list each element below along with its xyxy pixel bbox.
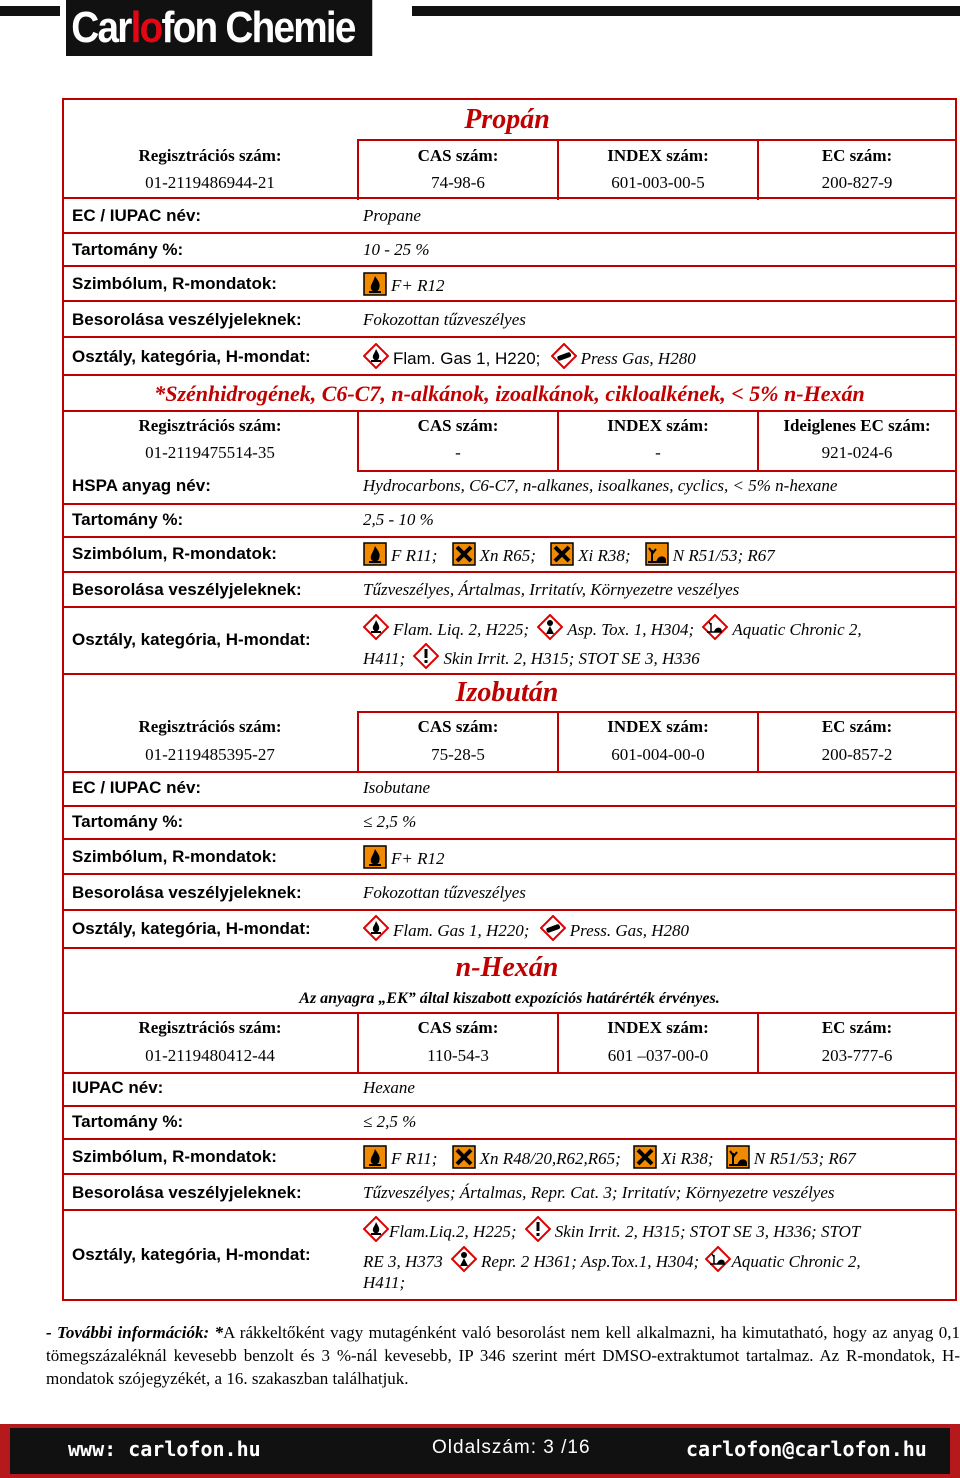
label-ec-iupac: EC / IUPAC név:	[72, 206, 202, 225]
label-ec: EC szám:	[821, 1018, 893, 1037]
irritant-cross-icon	[550, 542, 574, 566]
ghs-environment-icon	[705, 1246, 731, 1272]
ghs-exclamation-icon	[413, 643, 439, 669]
label-symbol: Szimbólum, R-mondatok:	[72, 274, 277, 293]
label-cas: CAS szám:	[417, 146, 499, 165]
footer-website[interactable]: www: carlofon.hu	[68, 1437, 261, 1461]
izobutan-ec: 200-857-2	[821, 745, 893, 764]
label-reg: Regisztrációs szám:	[138, 1018, 282, 1037]
label-range: Tartomány %:	[72, 812, 184, 831]
szenhidrogen-ec: 921-024-6	[821, 443, 893, 462]
szenhidrogen-symbol: F R11; Xn R65; Xi R38; N R51/53; R67	[363, 542, 775, 566]
flame-icon	[363, 845, 387, 869]
izobutan-cas: 75-28-5	[431, 745, 485, 764]
label-range: Tartomány %:	[72, 1112, 184, 1131]
label-symbol: Szimbólum, R-mondatok:	[72, 544, 277, 563]
izobutan-range: ≤ 2,5 %	[363, 812, 417, 831]
szenhidrogen-index: -	[655, 443, 661, 462]
label-range: Tartomány %:	[72, 510, 184, 529]
ghs-flame-icon	[363, 343, 389, 369]
footer-page-number: Oldalszám: 3 /16	[432, 1437, 591, 1458]
izobutan-hazard: Fokozottan tűzveszélyes	[363, 883, 526, 902]
label-cas: CAS szám:	[417, 416, 499, 435]
harmful-cross-icon	[452, 1145, 476, 1169]
header-rule-right	[412, 6, 960, 16]
nhexan-ec: 203-777-6	[821, 1046, 893, 1065]
header-rule-left	[0, 6, 60, 16]
section-title-izobutan: Izobután	[455, 677, 559, 708]
label-ec-iupac: EC / IUPAC név:	[72, 778, 202, 797]
label-cas: CAS szám:	[417, 717, 499, 736]
label-hazard: Besorolása veszélyjeleknek:	[72, 310, 302, 329]
propan-range: 10 - 25 %	[363, 240, 430, 259]
nhexan-class-line3: H411;	[363, 1273, 406, 1292]
nhexan-subtitle: Az anyagra „EK” által kiszabott expozíciós határérték érvényes.	[299, 990, 720, 1007]
label-reg: Regisztrációs szám:	[138, 146, 282, 165]
label-symbol: Szimbólum, R-mondatok:	[72, 1147, 277, 1166]
label-index: INDEX szám:	[607, 146, 709, 165]
nhexan-symbol: F R11; Xn R48/20,R62,R65; Xi R38; N R51/53; R67	[363, 1145, 856, 1169]
flame-icon	[363, 542, 387, 566]
label-range: Tartomány %:	[72, 240, 184, 259]
label-symbol: Szimbólum, R-mondatok:	[72, 847, 277, 866]
label-index: INDEX szám:	[607, 1018, 709, 1037]
ghs-gas-cylinder-icon	[540, 915, 566, 941]
flame-icon	[363, 272, 387, 296]
propan-symbol: F+ R12	[363, 272, 445, 296]
label-ec: EC szám:	[821, 146, 893, 165]
label-hazard: Besorolása veszélyjeleknek:	[72, 883, 302, 902]
izobutan-reg: 01-2119485395-27	[145, 745, 275, 764]
irritant-cross-icon	[633, 1145, 657, 1169]
label-iupac: IUPAC név:	[72, 1078, 164, 1097]
propan-name: Propane	[363, 206, 421, 225]
label-reg: Regisztrációs szám:	[138, 416, 282, 435]
label-class: Osztály, kategória, H-mondat:	[72, 919, 311, 938]
szenhidrogen-hazard: Tűzveszélyes, Ártalmas, Irritatív, Környezetre veszélyes	[363, 580, 740, 599]
ghs-flame-icon	[363, 614, 389, 640]
label-reg: Regisztrációs szám:	[138, 717, 282, 736]
propan-hazard: Fokozottan tűzveszélyes	[363, 310, 526, 329]
company-logo: Carlofon Chemie	[66, 0, 372, 56]
nhexan-range: ≤ 2,5 %	[363, 1112, 417, 1131]
propan-cas: 74-98-6	[431, 173, 485, 192]
label-index: INDEX szám:	[607, 416, 709, 435]
label-ec-temp: Ideiglenes EC szám:	[783, 416, 931, 435]
label-cas: CAS szám:	[417, 1018, 499, 1037]
additional-info: - További információk: *A rákkeltőként vagy mutagénként való besorolást nem kell alkalmazni, ha kimutatható, hogy az anyag 0,1 tömegszázaléknál kevesebb benzolt és 3 %-nál kevesebb, IP 346 szerint mért DMSO-extraktumot tartalmaz. Az R-mondatok, H-mondatok szójegyzékét, a 16. szakaszban találhatjuk.	[46, 1323, 960, 1388]
label-class: Osztály, kategória, H-mondat:	[72, 347, 311, 366]
ghs-health-hazard-icon	[451, 1246, 477, 1272]
propan-reg: 01-2119486944-21	[145, 173, 275, 192]
ghs-gas-cylinder-icon	[551, 343, 577, 369]
szenhidrogen-reg: 01-2119475514-35	[145, 443, 275, 462]
label-hspa: HSPA anyag név:	[72, 476, 211, 495]
environment-icon	[645, 542, 669, 566]
label-hazard: Besorolása veszélyjeleknek:	[72, 580, 302, 599]
izobutan-name: Isobutane	[363, 778, 431, 797]
flame-icon	[363, 1145, 387, 1169]
izobutan-class: Flam. Gas 1, H220; Press. Gas, H280	[363, 915, 689, 941]
section-title-nhexan: n-Hexán	[455, 952, 559, 983]
label-class: Osztály, kategória, H-mondat:	[72, 630, 311, 649]
section-title-szenhidrogen: *Szénhidrogének, C6-C7, n-alkánok, izoalkánok, cikloalkének, < 5% n-Hexán	[154, 381, 865, 406]
nhexan-reg: 01-2119480412-44	[145, 1046, 275, 1065]
szenhidrogen-range: 2,5 - 10 %	[363, 510, 434, 529]
szenhidrogen-class-line2: H411; Skin Irrit. 2, H315; STOT SE 3, H336	[363, 643, 700, 669]
ghs-health-hazard-icon	[537, 614, 563, 640]
nhexan-class-line2: RE 3, H373 Repr. 2 H361; Asp.Tox.1, H304; Aquatic Chronic 2,	[363, 1246, 861, 1272]
ghs-exclamation-icon	[525, 1216, 551, 1242]
nhexan-hazard: Tűzveszélyes; Ártalmas, Repr. Cat. 3; Irritatív; Környezetre veszélyes	[363, 1183, 835, 1202]
label-index: INDEX szám:	[607, 717, 709, 736]
propan-index: 601-003-00-5	[611, 173, 705, 192]
ghs-flame-icon	[363, 1216, 389, 1242]
header-bar	[0, 0, 960, 58]
harmful-cross-icon	[452, 542, 476, 566]
nhexan-class-line1: Flam.Liq.2, H225; Skin Irrit. 2, H315; STOT SE 3, H336; STOT	[363, 1216, 860, 1242]
label-hazard: Besorolása veszélyjeleknek:	[72, 1183, 302, 1202]
nhexan-name: Hexane	[363, 1078, 415, 1097]
section-title-propan: Propán	[464, 104, 550, 135]
nhexan-index: 601 –037-00-0	[607, 1046, 709, 1065]
izobutan-symbol: F+ R12	[363, 845, 445, 869]
propan-class: Flam. Gas 1, H220; Press Gas, H280	[363, 343, 696, 369]
ghs-environment-icon	[702, 614, 728, 640]
nhexan-cas: 110-54-3	[427, 1046, 489, 1065]
footer-email[interactable]: carlofon@carlofon.hu	[686, 1437, 927, 1461]
izobutan-index: 601-004-00-0	[611, 745, 705, 764]
label-class: Osztály, kategória, H-mondat:	[72, 1245, 311, 1264]
szenhidrogen-class-line1: Flam. Liq. 2, H225; Asp. Tox. 1, H304; Aquatic Chronic 2,	[363, 614, 862, 640]
environment-icon	[726, 1145, 750, 1169]
propan-ec: 200-827-9	[821, 173, 893, 192]
ghs-flame-icon	[363, 915, 389, 941]
szenhidrogen-name: Hydrocarbons, C6-C7, n-alkanes, isoalkanes, cyclics, < 5% n-hexane	[363, 476, 838, 495]
szenhidrogen-cas: -	[455, 443, 461, 462]
label-ec: EC szám:	[821, 717, 893, 736]
